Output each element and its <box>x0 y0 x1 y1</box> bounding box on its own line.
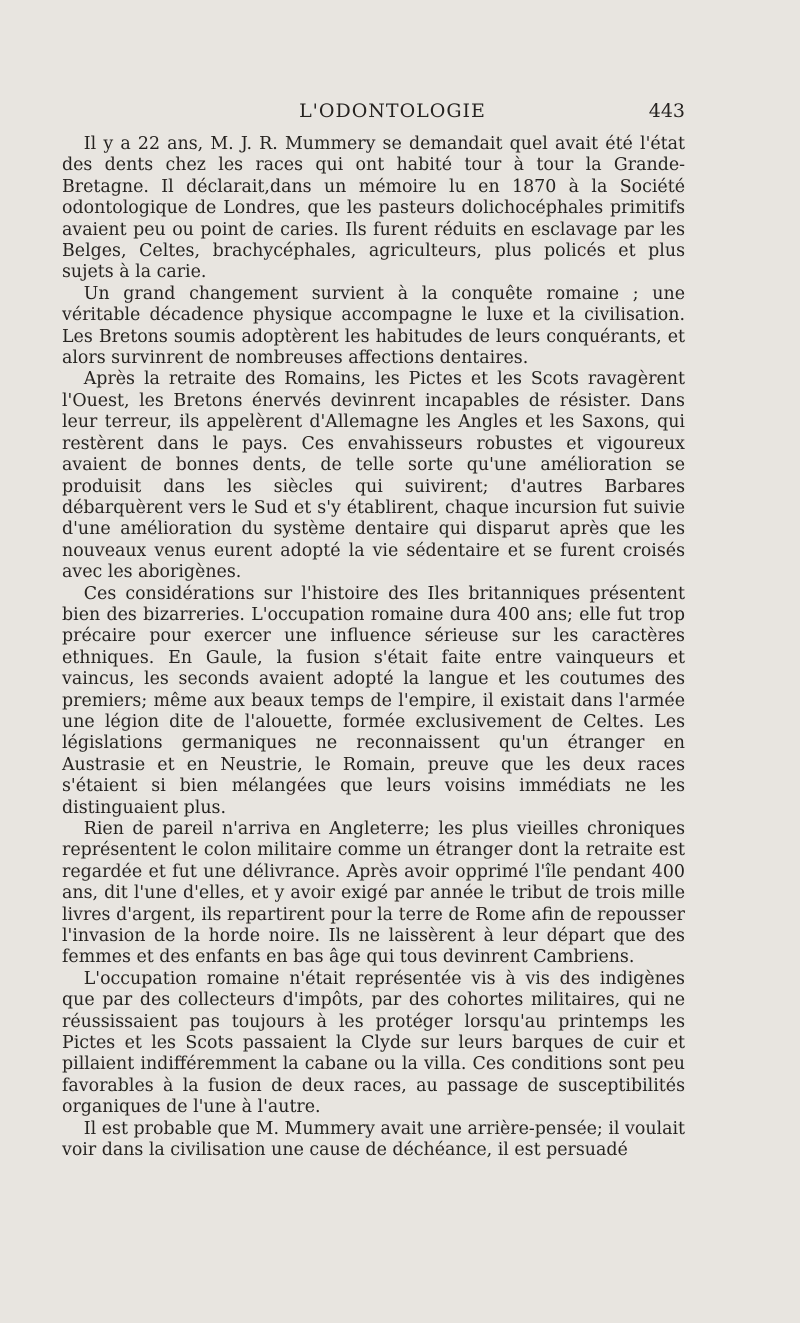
paragraph: Après la retraite des Romains, les Pictes et les Scots ravagèrent l'Ouest, les Bretons énervés devinrent incapables de résister. Dans leur terreur, ils appelèrent d'Allemagne les Angles et les Saxons, qui restèrent dans le pays. Ces envahisseurs robustes et vigoureux avaient de bonnes dents, de telle sorte qu'une amélioration se produisit dans les siècles qui suivirent; d'autres Barbares débarquèrent vers le Sud et s'y établirent, chaque incursion fut suivie d'une amélioration du système dentaire qui disparut après que les nouveaux venus eurent adopté la vie sédentaire et se furent croisés avec les aborigènes. <box>62 369 685 583</box>
paragraph: L'occupation romaine n'était représentée vis à vis des indigènes que par des collecteurs d'impôts, par des cohortes militaires, qui ne réussissaient pas toujours à les protéger lorsqu'au printemps les Pictes et les Scots passaient la Clyde sur leurs barques de cuir et pillaient indifféremment la cabane ou la villa. Ces conditions sont peu favorables à la fusion de deux races, au passage de susceptibilités organiques de l'une à l'autre. <box>62 968 685 1118</box>
paragraph: Un grand changement survient à la conquête romaine ; une véritable décadence physique accompagne le luxe et la civilisation. Les Bretons soumis adoptèrent les habitudes de leurs conquérants, et alors survinrent de nombreuses affections dentaires. <box>62 283 685 369</box>
page-header <box>60 100 685 128</box>
body-text <box>62 134 685 1162</box>
paragraph: Il y a 22 ans, M. J. R. Mummery se demandait quel avait été l'état des dents chez les races qui ont habité tour à tour la Grande-Bretagne. Il déclarait,dans un mémoire lu en 1870 à la Société odontologique de Londres, que les pasteurs dolichocéphales primitifs avaient peu ou point de caries. Ils furent réduits en esclavage par les Belges, Celtes, brachycéphales, agriculteurs, plus policés et plus sujets à la carie. <box>62 134 685 283</box>
paragraph: Il est probable que M. Mummery avait une arrière-pensée; il voulait voir dans la civilisation une cause de déchéance, il est persuadé <box>62 1118 685 1161</box>
page-number: 443 <box>648 100 685 122</box>
running-title: L'ODONTOLOGIE <box>299 100 486 122</box>
paragraph: Rien de pareil n'arriva en Angleterre; les plus vieilles chroniques représentent le colon militaire comme un étranger dont la retraite est regardée et fut une délivrance. Après avoir opprimé l'île pendant 400 ans, dit l'une d'elles, et y avoir exigé par année le tribut de trois mille livres d'argent, ils repartirent pour la terre de Rome afin de repousser l'invasion de la horde noire. Ils ne laissèrent à leur départ que des femmes et des enfants en bas âge qui tous devinrent Cambriens. <box>62 819 685 968</box>
paragraph: Ces considérations sur l'histoire des Iles britanniques présentent bien des bizarreries. L'occupation romaine dura 400 ans; elle fut trop précaire pour exercer une influence sérieuse sur les caractères ethniques. En Gaule, la fusion s'était faite entre vainqueurs et vaincus, les seconds avaient adopté la langue et les coutumes des premiers; même aux beaux temps de l'empire, il existait dans l'armée une légion dite de l'alouette, formée exclusivement de Celtes. Les législations germaniques ne reconnaissent qu'un étranger en Austrasie et en Neustrie, le Romain, preuve que les deux races s'étaient si bien mélangées que leurs voisins immédiats ne les distinguaient plus. <box>62 583 685 818</box>
